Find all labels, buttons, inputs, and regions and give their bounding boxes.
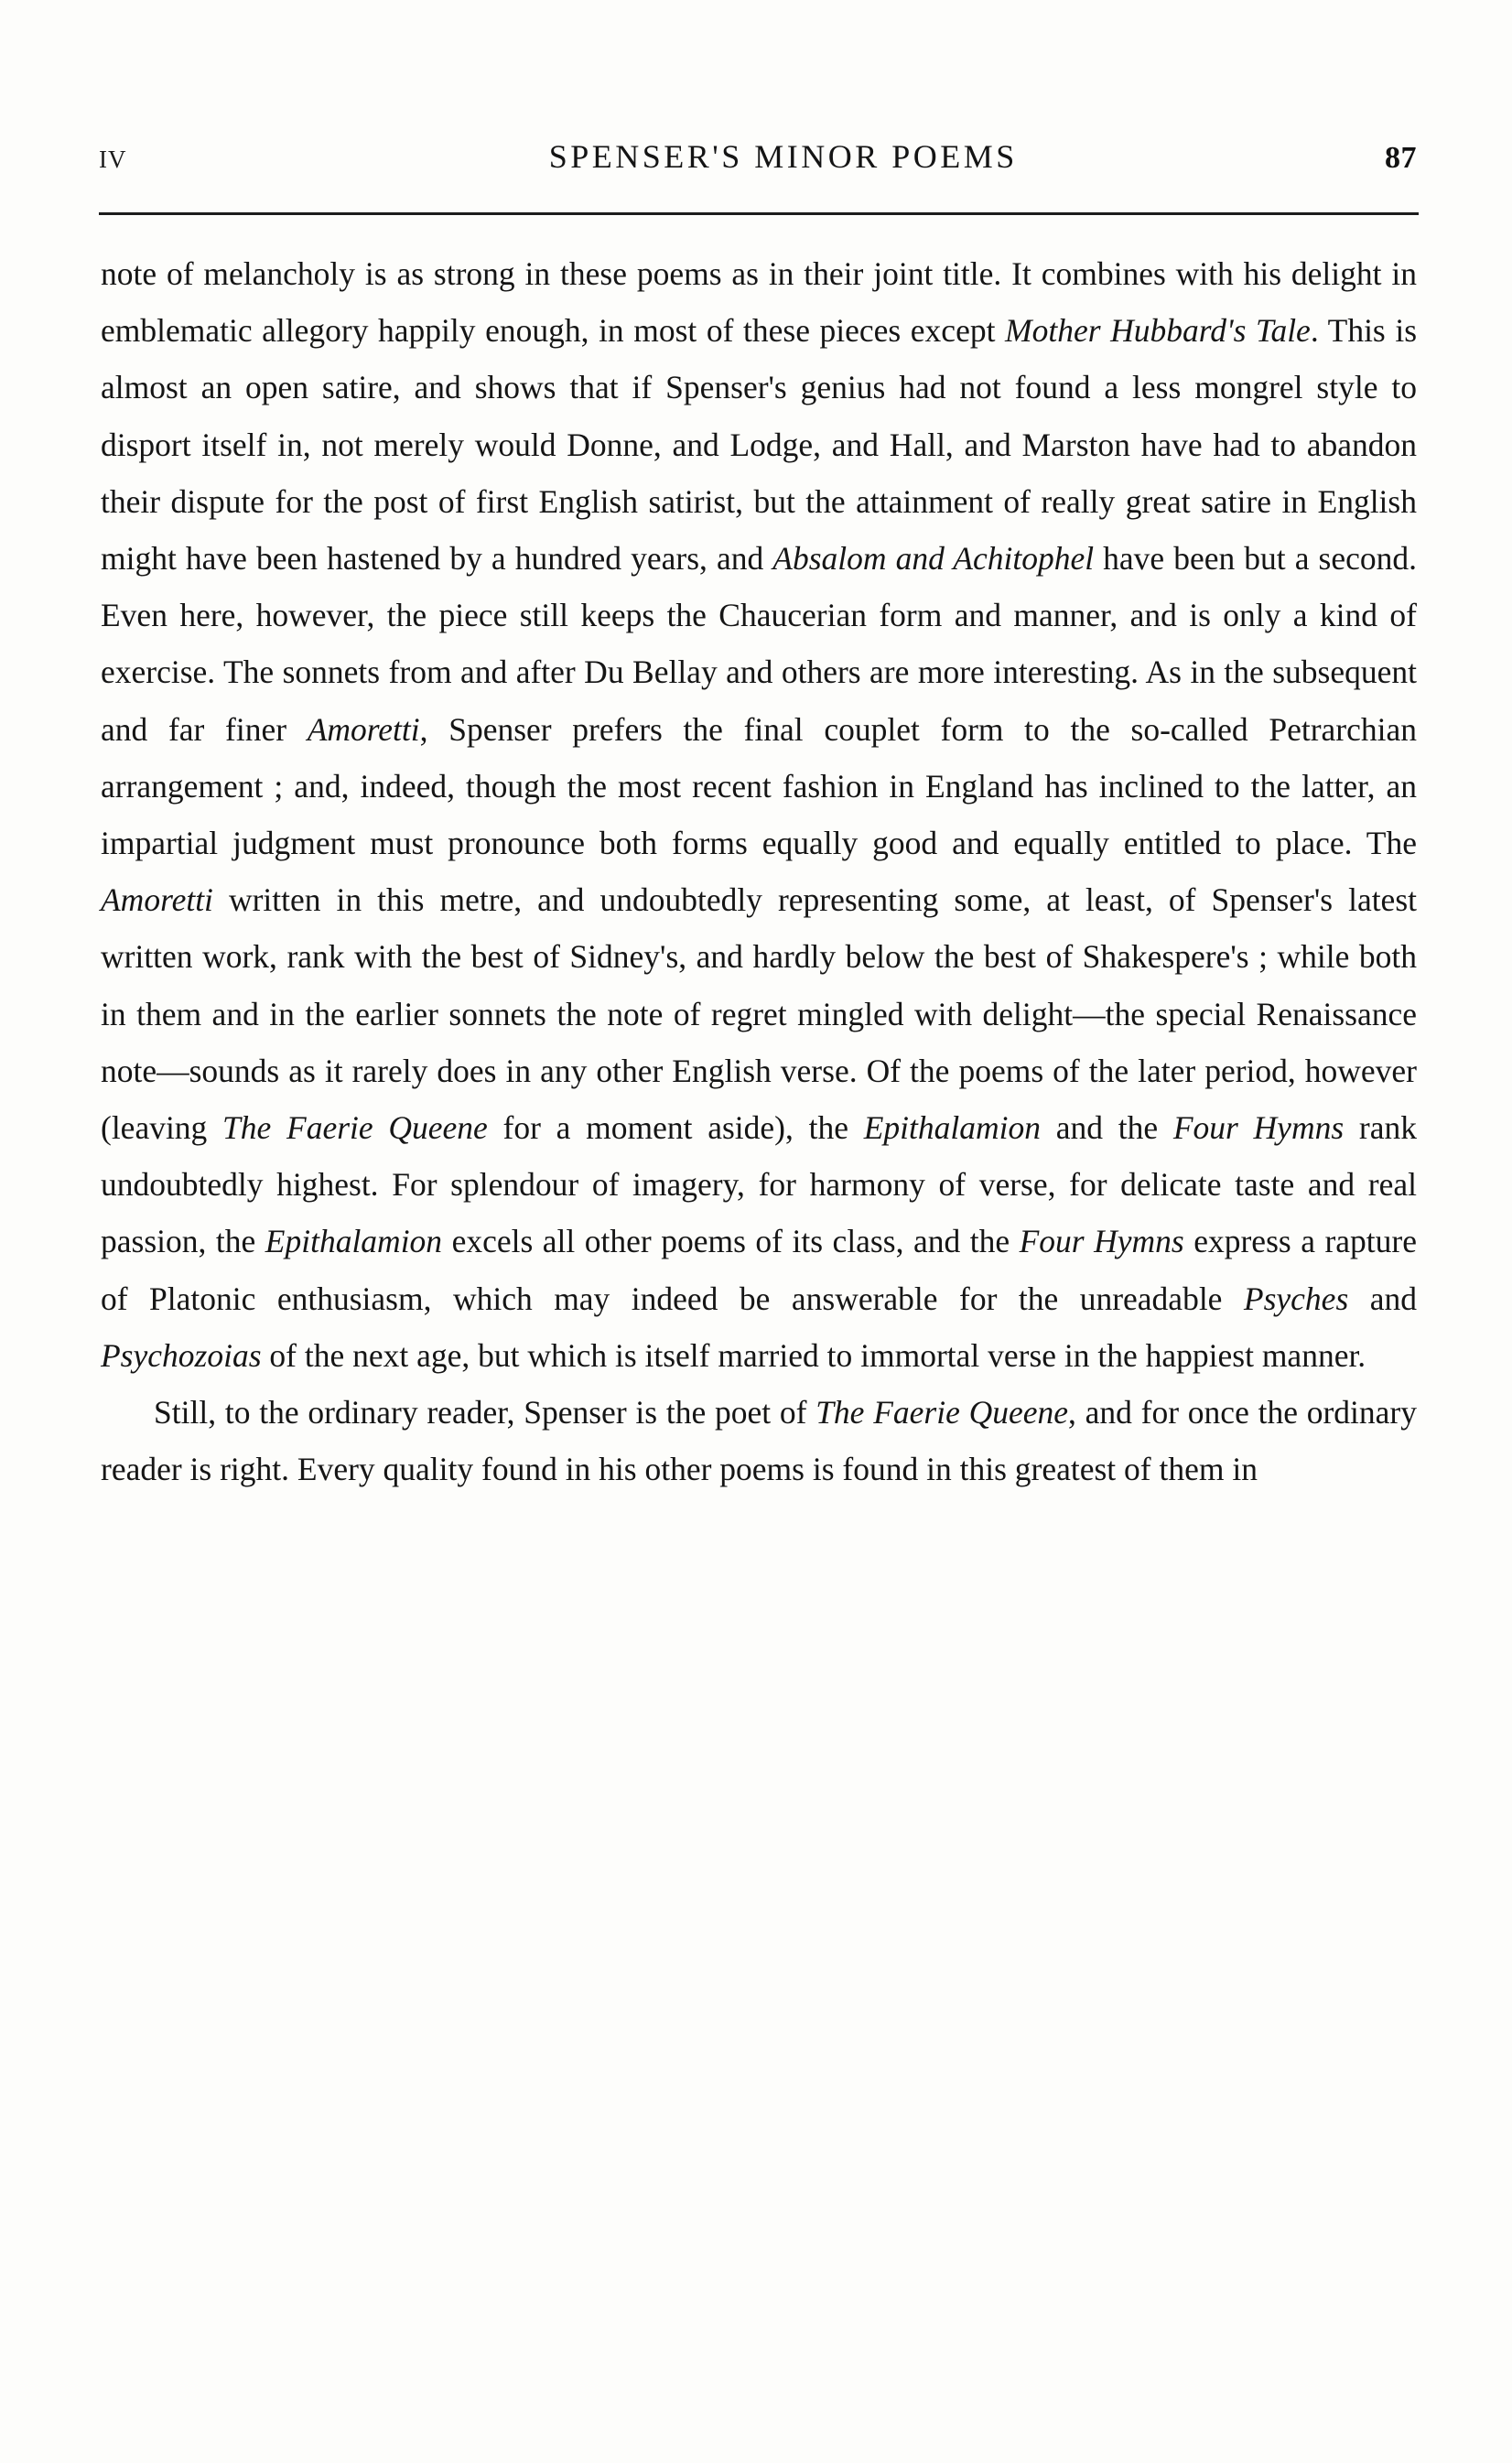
title-italic: Epithalamion bbox=[863, 1109, 1041, 1147]
folio-left: IV bbox=[99, 146, 127, 173]
text-run: express a rapture of Platonic enthusiasm, which may indeed be answerable for the unreadable bbox=[101, 1223, 1417, 1317]
title-italic: The Faerie Queene bbox=[815, 1394, 1068, 1431]
title-italic: Amoretti bbox=[101, 881, 213, 919]
text-run: , and for once the ordinary reader is right. Every quality found in his other poems is found in this greatest of them in bbox=[101, 1394, 1417, 1488]
page-header bbox=[99, 137, 1417, 192]
header-rule bbox=[99, 212, 1419, 215]
text-run: excels all other poems of its class, and the bbox=[442, 1223, 1020, 1260]
text-run: . This is almost an open satire, and shows that if Spenser's genius had not found a less mongrel style to disport itself in, not merely would Donne, and Lodge, and Hall, and Marston have had to abandon their dispute for the post of first English satirist, but the attainment of really great satire in English might have been hastened by a hundred years, and bbox=[101, 312, 1418, 578]
text-run: It combines with his delight in emblematic allegory happily enough, in most of these pieces except bbox=[101, 255, 1417, 350]
text-run: note of melancholy is as strong in these poems as in their joint title. bbox=[101, 255, 1002, 292]
text-run: for a moment aside), the bbox=[487, 1109, 864, 1147]
folio-right: 87 bbox=[1384, 141, 1417, 175]
text-run: of the next age, but which is itself married to immortal verse in the happiest manner. bbox=[261, 1336, 1366, 1374]
text-run: Still, to the ordinary reader, Spenser is the poet of bbox=[154, 1394, 816, 1431]
title-italic: Psyches bbox=[1243, 1280, 1349, 1317]
text-run: have been but a second. Even here, however, the piece still keeps the Chaucerian form and manner, and is only a kind of exercise. The sonnets from and after Du Bellay and others are more interesting. As in the subsequent and far finer bbox=[101, 540, 1417, 748]
running-title: SPENSER'S MINOR POEMS bbox=[548, 138, 1018, 175]
title-italic: Amoretti bbox=[307, 710, 420, 748]
title-italic: Four Hymns bbox=[1172, 1109, 1345, 1147]
paragraph bbox=[101, 1384, 1417, 1497]
title-italic: Epithalamion bbox=[265, 1223, 443, 1260]
body-text bbox=[101, 245, 1417, 1497]
title-italic: Psychozoias bbox=[101, 1336, 262, 1374]
title-italic: Absalom and Achitophel bbox=[772, 540, 1095, 578]
text-run: rank undoubtedly highest. For splendour of imagery, for harmony of verse, for delicate taste and real passion, the bbox=[101, 1109, 1417, 1260]
title-italic: Four Hymns bbox=[1019, 1223, 1184, 1260]
text-run: and the bbox=[1040, 1109, 1173, 1147]
text-run: , Spenser prefers the final couplet form to the so-called Petrarchian arrangement ; and, indeed, though the most recent fashion in England has inclined to the latter, an impartial judgment must pronounce both forms equally good and equally entitled to place. The bbox=[101, 710, 1417, 862]
text-run: and bbox=[1348, 1280, 1417, 1317]
text-run: written in this metre, and undoubtedly representing some, at least, of Spenser's latest written work, rank with the best of Sidney's, and hardly below the best of Shakespere's ; while both in them and in the earlier sonnets the note of regret mingled with delight—the special Renaissance note—sounds as it rarely does in any other English verse. Of the poems of the later period, however (leaving bbox=[101, 881, 1417, 1147]
title-italic: Mother Hubbard's Tale bbox=[1005, 312, 1311, 350]
title-italic: The Faerie Queene bbox=[222, 1109, 488, 1147]
paragraph bbox=[101, 245, 1417, 1384]
